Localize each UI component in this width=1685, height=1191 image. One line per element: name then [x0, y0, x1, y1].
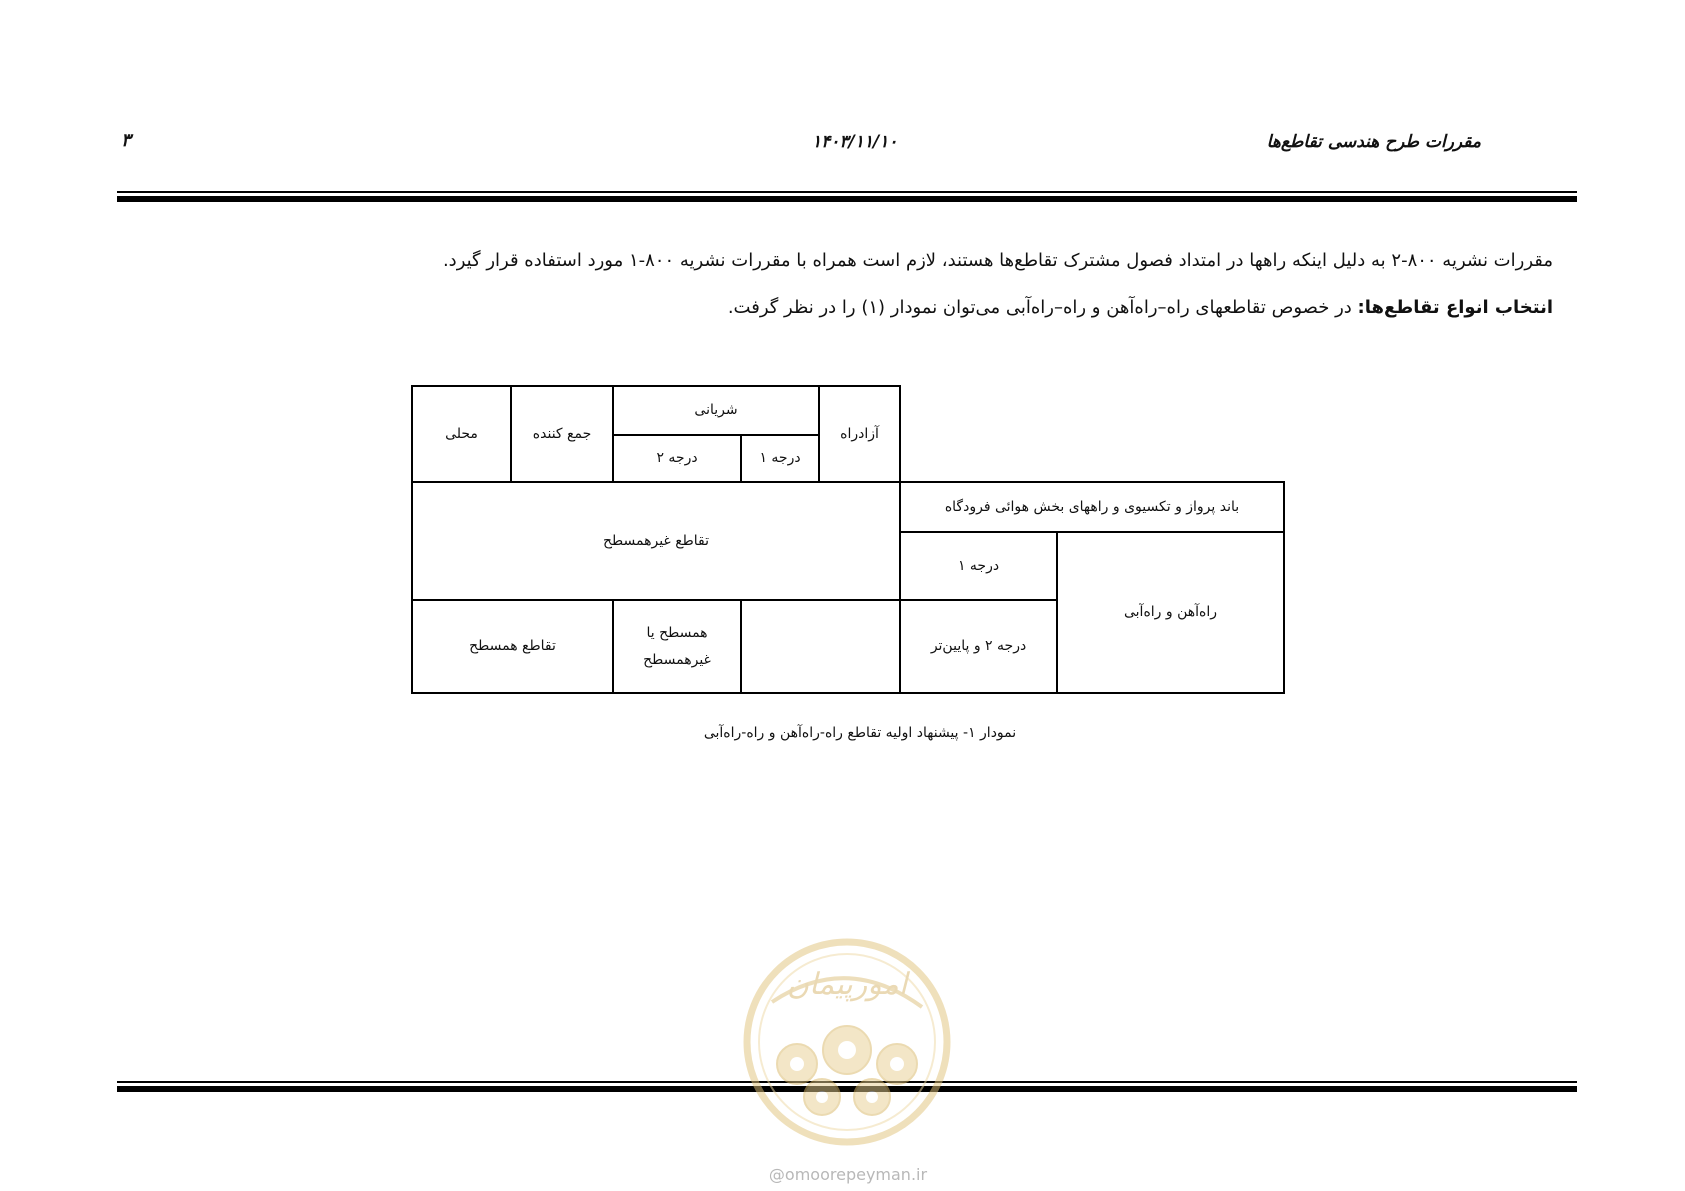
- cell-at-grade: تقاطع همسطح: [411, 599, 614, 694]
- intro-paragraph: مقررات نشریه ۸۰۰-۲ به دلیل اینکه راهها در امتداد فصول مشترک تقاطع‌ها هستند، لازم است همراه با مقررات نشریه ۸۰۰-۱ مورد استفاده قرار گیرد.: [442, 250, 1553, 271]
- document-date: ۱۴۰۳/۱۱/۱۰: [812, 132, 898, 152]
- cell-airport: باند پرواز و تکسیوی و راههای بخش هوائی فرودگاه: [899, 481, 1285, 533]
- cell-rail-grade1: درجه ۱: [899, 531, 1058, 601]
- watermark-site: @omoorepeyman.ir: [768, 1165, 928, 1184]
- page-number: ۳: [121, 130, 131, 151]
- watermark-logo: [742, 932, 952, 1162]
- cell-at-grade-or-separated: همسطح یا غیرهمسطح: [612, 599, 742, 694]
- cell-rail-grade2-lower: درجه ۲ و پایین‌تر: [899, 599, 1058, 694]
- watermark-logo-text: امورپیمان: [786, 967, 908, 1002]
- header-rule-thick: [117, 196, 1577, 202]
- cell-local: محلی: [411, 385, 512, 483]
- cell-freeway: آزادراه: [818, 385, 901, 483]
- cell-collector: جمع کننده: [510, 385, 614, 483]
- cell-empty: [740, 599, 901, 694]
- diagram-caption: نمودار ۱- پیشنهاد اولیه تقاطع راه-راه‌آهن و راه-راه‌آبی: [703, 725, 1017, 741]
- cell-arterial-grade1: درجه ۱: [740, 434, 820, 483]
- cell-arterial-grade2: درجه ۲: [612, 434, 742, 483]
- header-rule-thin: [117, 191, 1577, 193]
- selection-text: در خصوص تقاطعهای راه–راه‌آهن و راه–راه‌آبی می‌توان نمودار (۱) را در نظر گرفت.: [727, 297, 1358, 318]
- cell-arterial: شریانی: [612, 385, 820, 436]
- document-title: مقررات طرح هندسی تقاطع‌ها: [1266, 132, 1481, 152]
- cell-grade-separated: تقاطع غیرهمسطح: [411, 481, 901, 601]
- cell-railway-waterway: راه‌آهن و راه‌آبی: [1056, 531, 1285, 694]
- selection-paragraph: [728, 297, 1553, 318]
- selection-heading: انتخاب انواع تقاطع‌ها:: [1357, 297, 1553, 318]
